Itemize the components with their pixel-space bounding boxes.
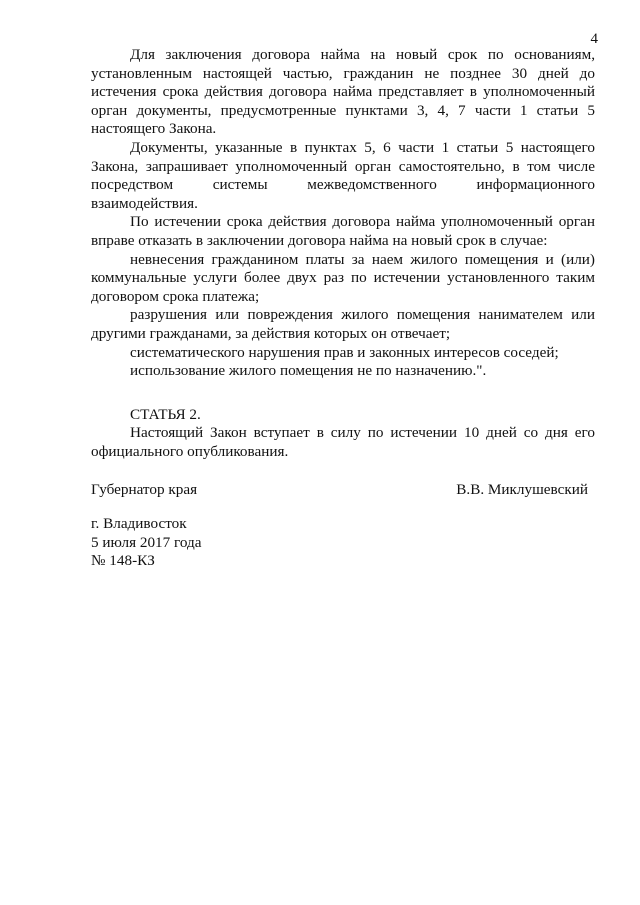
paragraph: Для заключения договора найма на новый срок по основаниям, установленным настоящей частью, гражданин не позднее 30 дней до истечения срока действия договора найма представляет в уполномоченный орган документы, предусмотренные пунктами 3, 4, 7 части 1 статьи 5 настоящего Закона. — [91, 46, 595, 138]
paragraph: использование жилого помещения не по назначению.". — [130, 362, 487, 380]
paragraph: невнесения гражданином платы за наем жилого помещения и (или) коммунальные услуги более двух раз по истечении установленного таким договором срока платежа; — [91, 250, 595, 305]
signatory-name: В.В. Миклушевский — [456, 481, 588, 498]
article-text: Настоящий Закон вступает в силу по истечении 10 дней со дня его официального опубликования. — [91, 424, 595, 460]
paragraph: систематического нарушения прав и законных интересов соседей; — [130, 343, 559, 361]
place-of-signing: г. Владивосток — [91, 515, 187, 532]
paragraph: Документы, указанные в пунктах 5, 6 части 1 статьи 5 настоящего Закона, запрашивает уполномоченный орган самостоятельно, в том числе посредством системы межведомственного информационного взаимодействия. — [91, 138, 595, 212]
paragraph: По истечении срока действия договора найма уполномоченный орган вправе отказать в заключении договора найма на новый срок в случае: — [91, 213, 595, 249]
law-number: № 148-КЗ — [91, 552, 155, 570]
document-body — [91, 46, 595, 461]
signing-date: 5 июля 2017 года — [91, 533, 202, 551]
signatory-position: Губернатор края — [91, 481, 198, 498]
paragraph: разрушения или повреждения жилого помещения нанимателем или другими гражданами, за действия которых он отвечает; — [91, 306, 595, 342]
signature-block — [91, 481, 588, 500]
article-title: СТАТЬЯ 2. — [130, 405, 201, 423]
page-number: 4 — [590, 31, 598, 47]
document-footer — [91, 515, 202, 571]
